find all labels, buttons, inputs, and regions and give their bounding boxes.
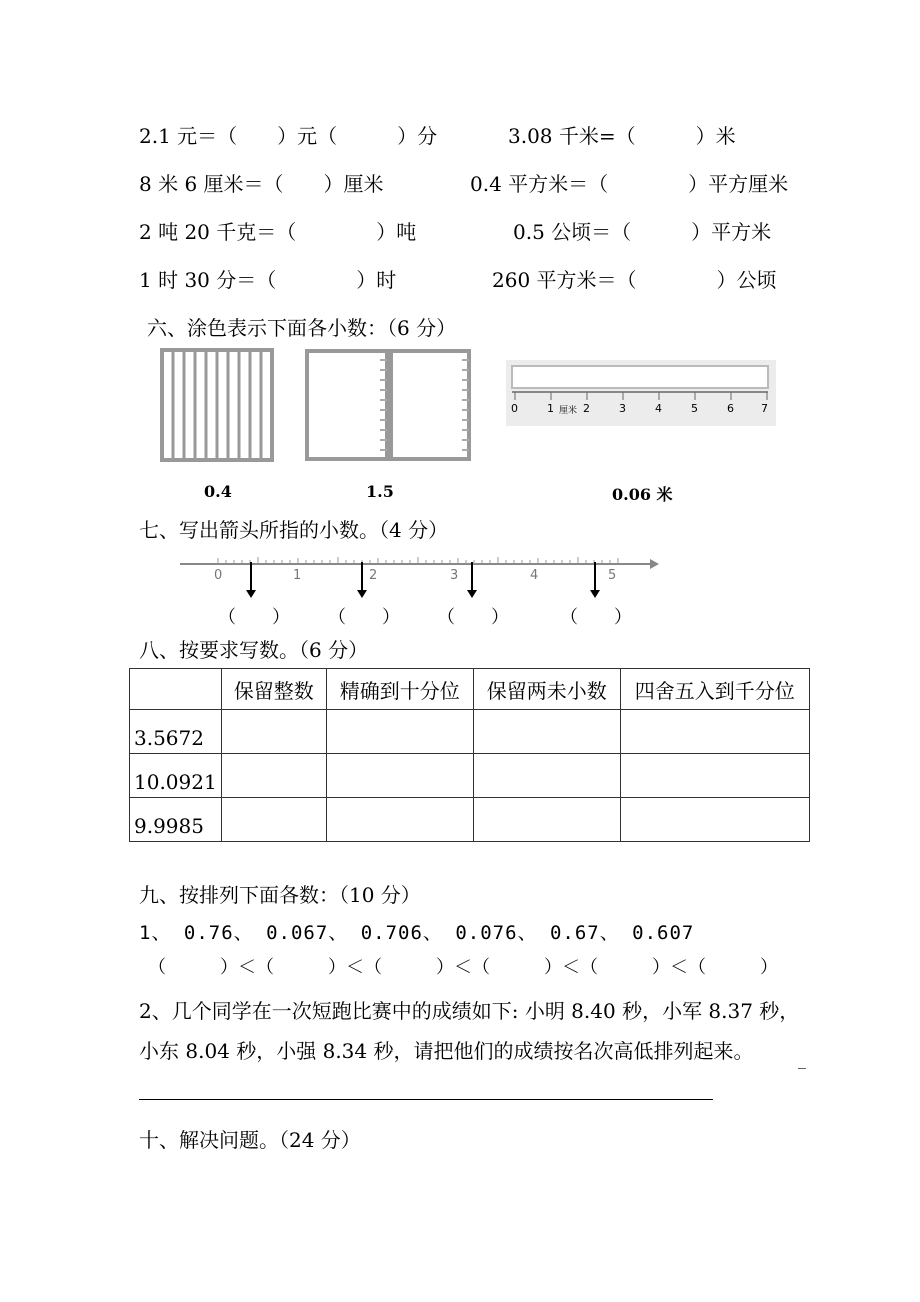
ruler-tick-7: 7 [761, 402, 768, 415]
table-row [130, 710, 810, 754]
table-cell[interactable] [221, 798, 326, 842]
question-1-numbers: 1、 0.76、 0.067、 0.706、 0.076、 0.67、 0.607 [139, 922, 695, 944]
number-line [180, 552, 660, 602]
label-0-4: 0.4 [204, 482, 232, 501]
table-row [130, 754, 810, 798]
answer-line[interactable] [139, 1099, 713, 1100]
question-2-line-1: 2、几个同学在一次短跑比赛中的成绩如下: 小明 8.40 秒，小军 8.37 秒， [139, 999, 800, 1023]
section-9-title: 九、按排列下面各数：（10 分） [139, 883, 421, 907]
table-cell[interactable] [473, 754, 620, 798]
number-line-tick-5: 5 [608, 568, 617, 583]
number-line-tick-2: 2 [369, 568, 378, 583]
table-row [130, 798, 810, 842]
table-header-thousandths: 四舍五入到千分位 [620, 669, 809, 710]
table-row-label: 10.0921 [130, 754, 222, 798]
label-1-5: 1.5 [366, 482, 394, 501]
striped-square-figure [160, 348, 275, 463]
two-squares-figure [304, 348, 474, 463]
table-header-hundredths: 保留两未小数 [473, 669, 620, 710]
table-cell[interactable] [620, 754, 809, 798]
section-6-title: 六、涂色表示下面各小数：（6 分） [147, 316, 457, 340]
ruler-tick-2: 2 [583, 402, 590, 415]
ruler-tick-6: 6 [727, 402, 734, 415]
table-cell[interactable] [473, 798, 620, 842]
conversion-1-right: 3.08 千米=（ ）米 [508, 124, 736, 148]
ruler-tick-4: 4 [655, 402, 662, 415]
table-cell[interactable] [221, 710, 326, 754]
rounding-table [129, 668, 810, 842]
table-row-label: 9.9985 [130, 798, 222, 842]
conversion-1-left: 2.1 元＝（ ）元（ ）分 [139, 124, 438, 148]
table-cell[interactable] [221, 754, 326, 798]
table-cell[interactable] [620, 798, 809, 842]
table-row-label: 3.5672 [130, 710, 222, 754]
number-line-tick-0: 0 [214, 568, 223, 583]
answer-blank-2[interactable]: （ ） [328, 607, 400, 628]
table-cell[interactable] [326, 798, 473, 842]
table-header-integer: 保留整数 [221, 669, 326, 710]
conversion-2-left: 8 米 6 厘米＝（ ）厘米 [139, 172, 384, 196]
ruler-tick-3: 3 [619, 402, 626, 415]
answer-blank-3[interactable]: （ ） [437, 607, 509, 628]
table-cell[interactable] [473, 710, 620, 754]
conversion-4-right: 260 平方米＝（ ）公顷 [492, 268, 777, 292]
conversion-2-right: 0.4 平方米＝（ ）平方厘米 [470, 172, 789, 196]
number-line-tick-3: 3 [450, 568, 459, 583]
answer-blank-4[interactable]: （ ） [560, 607, 632, 628]
section-8-title: 八、按要求写数。（6 分） [139, 638, 369, 662]
table-header-corner [130, 669, 222, 710]
number-line-tick-1: 1 [293, 568, 302, 583]
number-line-tick-4: 4 [530, 568, 539, 583]
conversion-3-left: 2 吨 20 千克＝（ ）吨 [139, 220, 417, 244]
table-cell[interactable] [326, 710, 473, 754]
conversion-3-right: 0.5 公顷＝（ ）平方米 [513, 220, 772, 244]
question-1-answer-blanks[interactable]: （ ）＜（ ）＜（ ）＜（ ）＜（ ）＜（ ） [148, 957, 778, 978]
question-2-tail-mark: _ [798, 1050, 806, 1069]
table-cell[interactable] [326, 754, 473, 798]
table-header-row [130, 669, 810, 710]
answer-blank-1[interactable]: （ ） [218, 607, 290, 628]
ruler-unit: 厘米 [559, 406, 578, 416]
section-10-title: 十、解决问题。（24 分） [139, 1128, 361, 1152]
conversion-4-left: 1 时 30 分＝（ ）时 [139, 268, 397, 292]
ruler-tick-1: 1 [547, 402, 554, 415]
ruler-tick-5: 5 [691, 402, 698, 415]
section-7-title: 七、写出箭头所指的小数。（4 分） [139, 518, 449, 542]
label-0-06: 0.06 米 [612, 485, 673, 504]
ruler-tick-0: 0 [511, 402, 518, 415]
question-2-line-2: 小东 8.04 秒，小强 8.34 秒，请把他们的成绩按名次高低排列起来。 [139, 1039, 754, 1063]
table-cell[interactable] [620, 710, 809, 754]
table-header-tenths: 精确到十分位 [326, 669, 473, 710]
ruler-figure [506, 360, 776, 426]
